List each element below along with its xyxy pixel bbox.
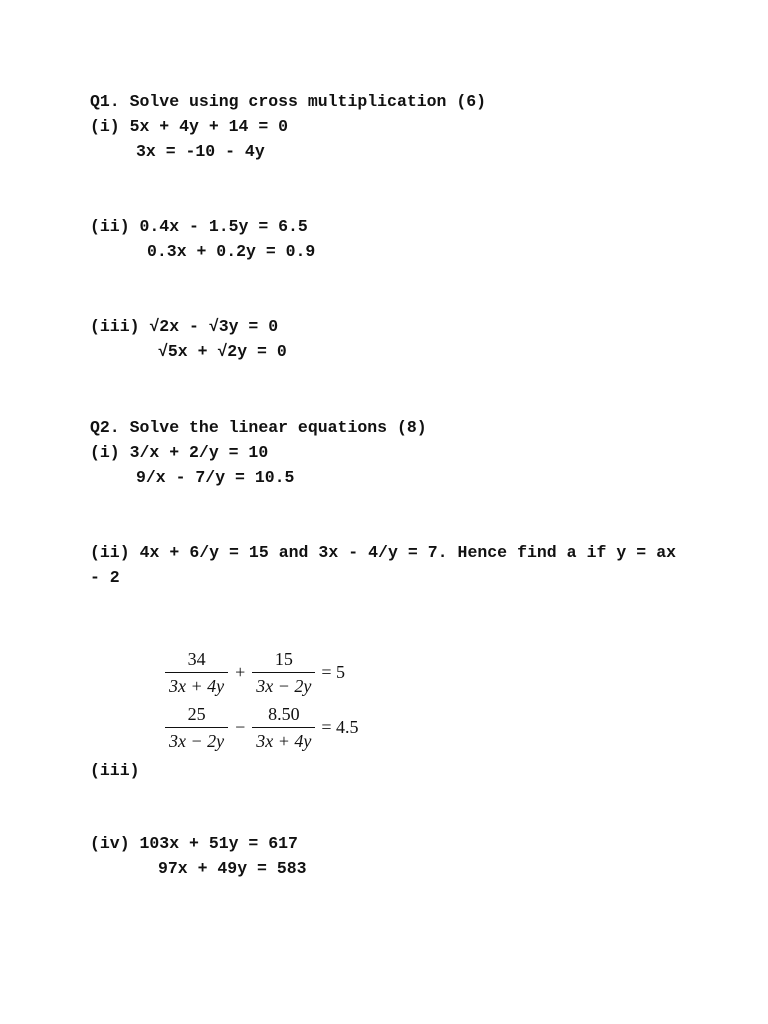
numerator: 25 [187, 704, 206, 724]
denominator: 3x + 4y [165, 672, 228, 697]
q2-title: Q2. Solve the linear equations (8) [90, 418, 427, 437]
right-hand-side: = 5 [321, 662, 346, 682]
denominator: 3x − 2y [252, 672, 315, 697]
numerator: 15 [274, 649, 293, 669]
q2-i-line2: 9/x - 7/y = 10.5 [136, 468, 295, 487]
q1-iii-line1: (iii) √2x - √3y = 0 [90, 317, 279, 336]
q1-title: Q1. Solve using cross multiplication (6) [90, 92, 487, 111]
q1-ii-line2: 0.3x + 0.2y = 0.9 [147, 242, 316, 261]
q2-iv-line2: 97x + 49y = 583 [158, 859, 307, 878]
q2-iii-label: (iii) [90, 761, 140, 780]
numerator: 8.50 [268, 704, 300, 724]
q1-i-line2: 3x = -10 - 4y [136, 142, 265, 161]
fraction [165, 703, 228, 752]
denominator: 3x + 4y [252, 727, 315, 752]
right-hand-side: = 4.5 [321, 717, 359, 737]
q2-iv-line1: (iv) 103x + 51y = 617 [90, 834, 298, 853]
fraction [252, 648, 315, 697]
fraction [252, 703, 315, 752]
q1-iii-line2: √5x + √2y = 0 [158, 342, 287, 361]
q1-ii-line1: (ii) 0.4x - 1.5y = 6.5 [90, 217, 308, 236]
denominator: 3x − 2y [165, 727, 228, 752]
operator: + [235, 662, 246, 682]
operator: − [235, 717, 246, 737]
fraction [165, 648, 228, 697]
q2-ii-text: (ii) 4x + 6/y = 15 and 3x - 4/y = 7. Hence find a if y = ax - 2 [90, 543, 676, 587]
numerator: 34 [187, 649, 206, 669]
q2-i-line1: (i) 3/x + 2/y = 10 [90, 443, 269, 462]
q1-i-line1: (i) 5x + 4y + 14 = 0 [90, 117, 289, 136]
